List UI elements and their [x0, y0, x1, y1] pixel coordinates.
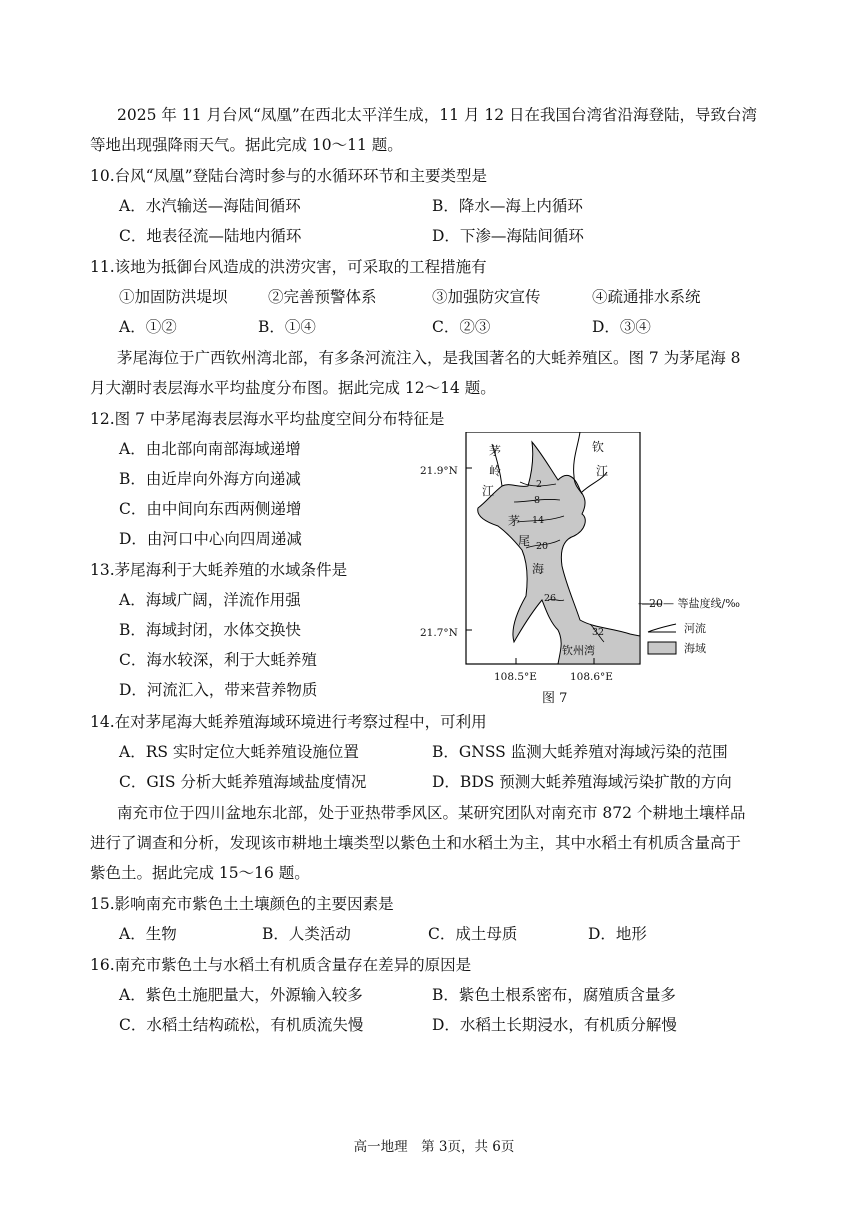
- lon-west-label: 108.5°E: [494, 671, 537, 683]
- iso-label-32: 32: [592, 627, 605, 638]
- q14-option-d: D．BDS 预测大蚝养殖海域污染扩散的方向: [432, 773, 732, 791]
- q13-option-c: C．海水较深，利于大蚝养殖: [119, 651, 317, 669]
- q16-stem: 16.南充市紫色土与水稻土有机质含量存在差异的原因是: [90, 956, 472, 974]
- q11-item-3: ③加强防灾宣传: [432, 288, 541, 306]
- sea-char-1: 茅: [508, 514, 521, 528]
- legend-isohaline-label: —20— 等盐度线/‰: [638, 597, 740, 610]
- q11-option-b: B．①④: [258, 318, 316, 336]
- iso-label-2: 2: [536, 479, 543, 490]
- q16-option-d: D．水稻土长期浸水，有机质分解慢: [432, 1016, 677, 1034]
- river-west-char-2: 岭: [489, 464, 502, 478]
- q10-option-d: D．下渗—海陆间循环: [432, 227, 584, 245]
- intro-1-line-1: 2025 年 11 月台风“凤凰”在西北太平洋生成，11 月 12 日在我国台湾省沿海登陆，导致台湾: [117, 106, 758, 124]
- intro-2-line-2: 月大潮时表层海水平均盐度分布图。据此完成 12～14 题。: [90, 379, 496, 397]
- q15-option-d: D．地形: [588, 925, 647, 943]
- iso-label-14: 14: [532, 515, 545, 526]
- lat-north-label: 21.9°N: [420, 465, 458, 477]
- q10-option-b: B．降水—海上内循环: [432, 197, 583, 215]
- q13-stem: 13.茅尾海利于大蚝养殖的水域条件是: [90, 561, 348, 579]
- river-west-char-3: 江: [482, 484, 495, 498]
- figure-caption: 图 7: [542, 691, 568, 706]
- q14-option-c: C．GIS 分析大蚝养殖海域盐度情况: [119, 773, 367, 791]
- q12-option-b: B．由近岸向外海方向递减: [119, 470, 301, 488]
- q14-stem: 14.在对茅尾海大蚝养殖海域环境进行考察过程中，可利用: [90, 713, 487, 731]
- q14-option-b: B．GNSS 监测大蚝养殖对海域污染的范围: [432, 743, 728, 761]
- q10-option-a: A．水汽输送—海陆间循环: [119, 197, 301, 215]
- q11-item-1: ①加固防洪堤坝: [119, 288, 228, 306]
- legend-sea-symbol: [648, 642, 676, 654]
- river-west-char-1: 茅: [489, 444, 502, 458]
- iso-label-26: 26: [544, 593, 557, 604]
- river-east-char-2: 江: [596, 464, 609, 478]
- q12-option-d: D．由河口中心向四周递减: [119, 530, 302, 548]
- q11-option-a: A．①②: [119, 318, 177, 336]
- q16-option-b: B．紫色土根系密布，腐殖质含量多: [432, 986, 676, 1004]
- q16-option-c: C．水稻土结构疏松，有机质流失慢: [119, 1016, 364, 1034]
- sea-char-2: 尾: [518, 534, 531, 548]
- iso-label-20: 20: [536, 541, 549, 552]
- q11-stem: 11.该地为抵御台风造成的洪涝灾害，可采取的工程措施有: [90, 258, 487, 276]
- lon-east-label: 108.6°E: [570, 671, 613, 683]
- q10-option-c: C．地表径流—陆地内循环: [119, 227, 302, 245]
- q14-option-a: A．RS 实时定位大蚝养殖设施位置: [119, 743, 359, 761]
- q15-option-b: B．人类活动: [262, 925, 351, 943]
- q12-option-c: C．由中间向东西两侧递增: [119, 500, 302, 518]
- q12-stem: 12.图 7 中茅尾海表层海水平均盐度空间分布特征是: [90, 410, 445, 428]
- intro-1-line-2: 等地出现强降雨天气。据此完成 10～11 题。: [90, 136, 403, 154]
- sea-char-3: 海: [532, 562, 545, 576]
- intro-2-line-1: 茅尾海位于广西钦州湾北部，有多条河流注入，是我国著名的大蚝养殖区。图 7 为茅尾海 8: [117, 349, 741, 367]
- q13-option-d: D．河流汇入，带来营养物质: [119, 681, 318, 699]
- q15-stem: 15.影响南充市紫色土土壤颜色的主要因素是: [90, 895, 394, 913]
- lat-south-label: 21.7°N: [420, 627, 458, 639]
- legend-river-label: 河流: [684, 622, 706, 635]
- q15-option-c: C．成土母质: [428, 925, 518, 943]
- q11-item-2: ②完善预警体系: [268, 288, 377, 306]
- intro-3-line-2: 进行了调查和分析，发现该市耕地土壤类型以紫色土和水稻土为主，其中水稻土有机质含量高于: [90, 834, 742, 852]
- q12-option-a: A．由北部向南部海域递增: [119, 440, 301, 458]
- legend-river-symbol: [648, 624, 676, 632]
- q10-stem: 10.台风“凤凰”登陆台湾时参与的水循环环节和主要类型是: [90, 167, 488, 185]
- intro-3-line-3: 紫色土。据此完成 15～16 题。: [90, 864, 310, 882]
- figure-7-map: [420, 432, 788, 712]
- page-footer: 高一地理 第 3页，共 6页: [353, 1139, 515, 1155]
- q16-option-a: A．紫色土施肥量大，外源输入较多: [119, 986, 363, 1004]
- river-east-char-1: 钦: [592, 440, 605, 454]
- bay-label: 钦州湾: [562, 644, 595, 657]
- q11-option-d: D．③④: [592, 318, 651, 336]
- intro-3-line-1: 南充市位于四川盆地东北部，处于亚热带季风区。某研究团队对南充市 872 个耕地土壤样品: [117, 804, 746, 822]
- q15-option-a: A．生物: [119, 925, 177, 943]
- q11-item-4: ④疏通排水系统: [592, 288, 701, 306]
- legend-sea-label: 海域: [684, 642, 706, 655]
- q13-option-b: B．海域封闭，水体交换快: [119, 621, 301, 639]
- iso-label-8: 8: [534, 495, 541, 506]
- q11-option-c: C．②③: [432, 318, 491, 336]
- q13-option-a: A．海域广阔，洋流作用强: [119, 591, 301, 609]
